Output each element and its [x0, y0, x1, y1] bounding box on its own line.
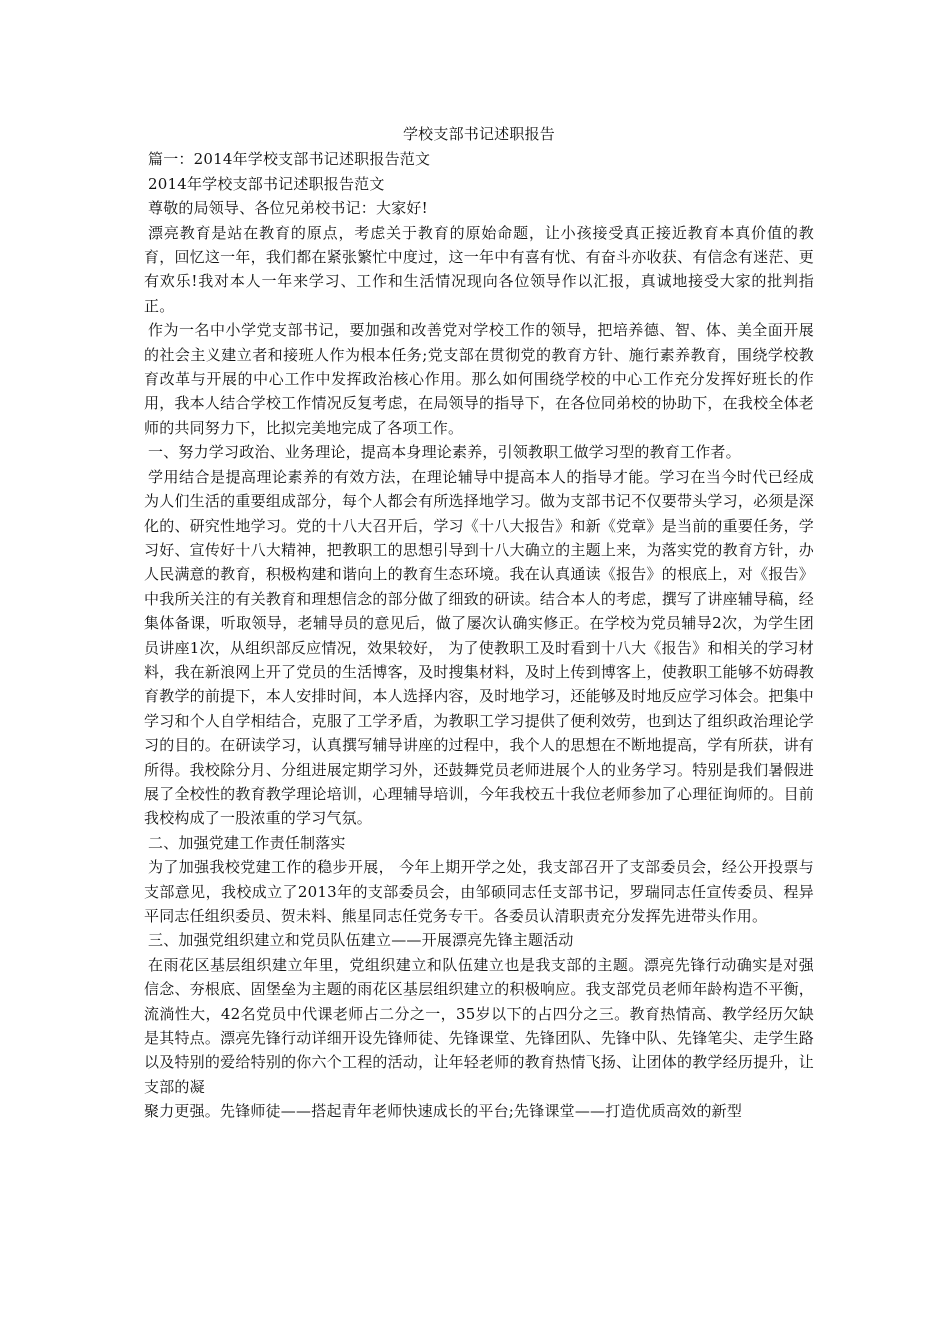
paragraph: 为了加强我校党建工作的稳步开展， 今年上期开学之处，我支部召开了支部委员会，经公开投票与支部意见，我校成立了2013年的支部委员会，由邹硕同志任支部书记，罗瑞同志任宣传委员、程异平同志任组织委员、贺未料、熊星同志任党务专干。各委员认清职责充分发挥先进带头作用。	[144, 858, 814, 925]
section-heading: 三、加强党组织建立和党员队伍建立——开展漂亮先锋主题活动	[148, 931, 574, 950]
section-heading: 一、努力学习政治、业务理论，提高本身理论素养，引领教职工做学习型的教育工作者。	[148, 443, 741, 462]
paragraph: 在雨花区基层组织建立年里，党组织建立和队伍建立也是我支部的主题。漂亮先锋行动确实是对强信念、夯根底、固堡垒为主题的雨花区基层组织建立的积极响应。我支部党员老师年龄构造不平衡，流淌性大，42名党员中代课老师占二分之一，35岁以下的占四分之三。教育热情高、教学经历欠缺是其特点。漂亮先锋行动详细开设先锋师徒、先锋课堂、先锋团队、先锋中队、先锋笔尖、走学生路以及特别的爱给特别的你六个工程的活动，让年轻老师的教育热情飞扬、让团体的教学经历提升，让支部的凝	[144, 955, 814, 1096]
paragraph: 漂亮教育是站在教育的原点，考虑关于教育的原始命题，让小孩接受真正接近教育本真价值的教育，回忆这一年，我们都在紧张繁忙中度过，这一年中有喜有忧、有奋斗亦收获、有信念有迷茫、更有欢乐!我对本人一年来学习、工作和生活情况现向各位领导作以汇报，真诚地接受大家的批判指正。	[144, 223, 814, 315]
document-body	[144, 122, 814, 1124]
greeting: 尊敬的局领导、各位兄弟校书记：大家好!	[148, 199, 428, 218]
report-heading: 2014年学校支部书记述职报告范文	[148, 174, 385, 193]
document-title: 学校支部书记述职报告	[402, 125, 555, 143]
section-heading: 篇一：2014年学校支部书记述职报告范文	[148, 150, 431, 169]
section-heading: 二、加强党建工作责任制落实	[148, 833, 346, 852]
paragraph-continuation: 聚力更强。先锋师徒——搭起青年老师快速成长的平台;先锋课堂——打造优质高效的新型	[144, 1102, 743, 1121]
paragraph: 学用结合是提高理论素养的有效方法，在理论辅导中提高本人的指导才能。学习在当今时代已经成为人们生活的重要组成部分，每个人都会有所选择地学习。做为支部书记不仅要带头学习，必须是深化的、研究性地学习。党的十八大召开后，学习《十八大报告》和新《党章》是当前的重要任务，学习好、宣传好十八大精神，把教职工的思想引导到十八大确立的主题上来，为落实党的教育方针，办人民满意的教育，积极构建和谐向上的教育生态环境。我在认真通读《报告》的根底上，对《报告》中我所关注的有关教育和理想信念的部分做了细致的研读。结合本人的考虑，撰写了讲座辅导稿，经集体备课，听取领导，老辅导员的意见后，做了屡次认确实修正。在学校为党员辅导2次，为学生团员讲座1次，从组织部反应情况，效果较好， 为了使教职工及时看到十八大《报告》和相关的学习材料，我在新浪网上开了党员的生活博客，及时搜集材料，及时上传到博客上，使教职工能够不妨碍教育教学的前提下，本人安排时间，本人选择内容，及时地学习，还能够及时地反应学习体会。把集中学习和个人自学相结合，克服了工学矛盾，为教职工学习提供了便利效劳，也到达了组织政治理论学习的目的。在研读学习，认真撰写辅导讲座的过程中，我个人的思想在不断地提高，学有所获，讲有所得。我校除分月、分组进展定期学习外，还鼓舞党员老师进展个人的业务学习。特别是我们暑假进展了全校性的教育教学理论培训，心理辅导培训，今年我校五十我位老师参加了心理征询师的。目前我校构成了一股浓重的学习气氛。	[144, 467, 814, 828]
paragraph: 作为一名中小学党支部书记，要加强和改善党对学校工作的领导，把培养德、智、体、美全面开展的社会主义建立者和接班人作为根本任务;党支部在贯彻党的教育方针、施行素养教育，围绕学校教育改革与开展的中心工作中发挥政治核心作用。那么如何围绕学校的中心工作充分发挥好班长的作用，我本人结合学校工作情况反复考虑，在局领导的指导下，在各位同弟校的协助下，在我校全体老师的共同努力下，比拟完美地完成了各项工作。	[144, 321, 814, 437]
